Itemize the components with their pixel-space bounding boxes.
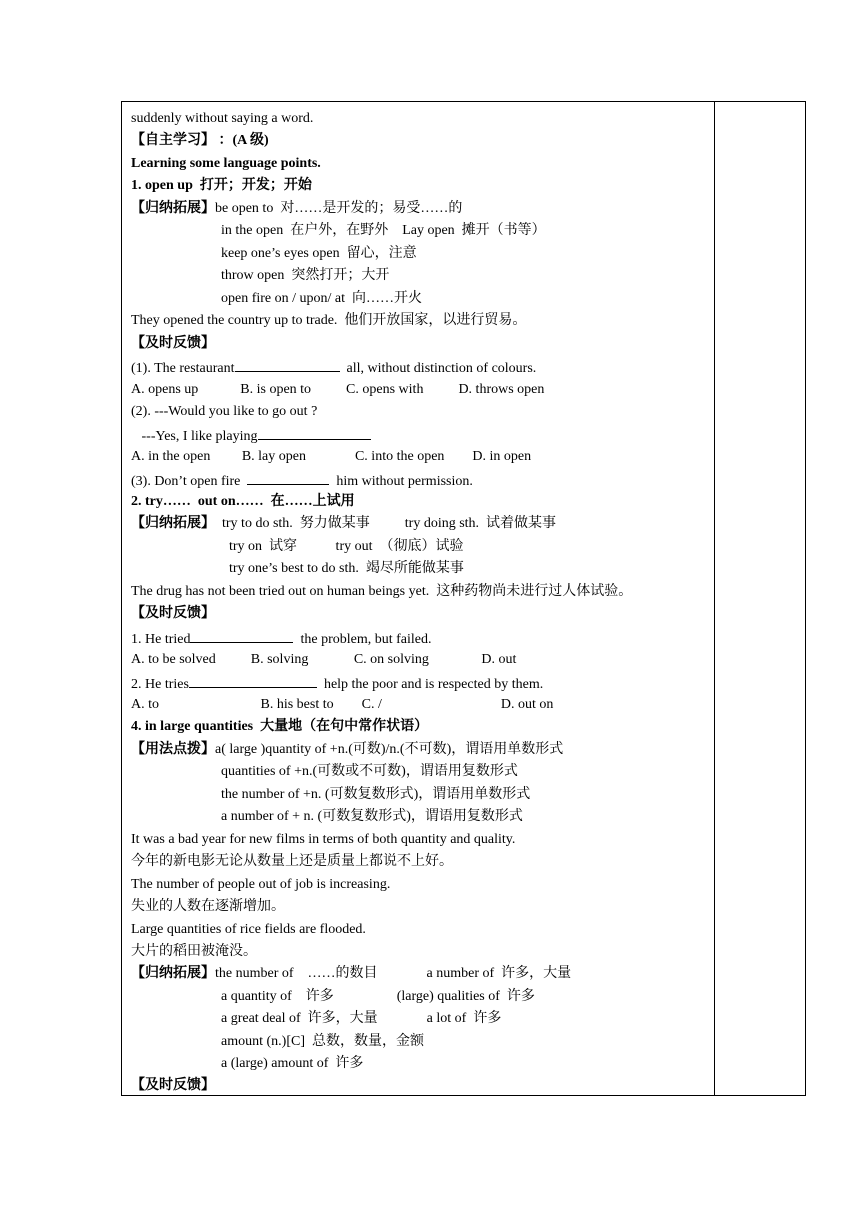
question-text: (1). The restaurant [131, 361, 235, 376]
text-line: a great deal of 许多，大量 a lot of 许多 [221, 1011, 502, 1026]
options-line: A. opens up B. is open to C. opens with D. throws open [131, 382, 545, 397]
text-line [131, 965, 571, 983]
options-line: A. to be solved B. solving C. on solving D. out [131, 652, 517, 667]
column-divider [714, 101, 715, 1096]
label: 【归纳拓展】 [131, 966, 215, 981]
text-line: open fire on / upon/ at 向……开火 [221, 291, 423, 306]
text-line: suddenly without saying a word. [131, 111, 314, 126]
question-text: ---Yes, I like playing [131, 429, 258, 444]
example-sentence: The drug has not been tried out on human beings yet. 这种药物尚未进行过人体试验。 [131, 584, 633, 599]
text-line: try on 试穿 try out （彻底）试验 [229, 539, 464, 554]
topic-heading: 2. try…… out on…… 在……上试用 [131, 494, 355, 509]
question-line [131, 471, 473, 491]
label-text: try to do sth. 努力做某事 try doing sth. 试着做某事 [215, 516, 557, 531]
text-line: in the open 在户外，在野外 Lay open 摊开（书等） [221, 223, 546, 238]
text-line: a quantity of 许多 (large) qualities of 许多 [221, 989, 535, 1004]
label: 【用法点拨】 [131, 742, 215, 757]
label-text: the number of ……的数目 a number of 许多，大量 [215, 966, 572, 981]
question-text: 2. He tries [131, 677, 189, 692]
text-line [131, 200, 462, 218]
answer-blank [258, 426, 371, 440]
options-line: A. to B. his best to C. / D. out on [131, 697, 554, 712]
question-text: (3). Don’t open fire [131, 474, 248, 489]
options-line: A. in the open B. lay open C. into the open D. in open [131, 449, 532, 464]
text-line [131, 515, 556, 533]
question-line [131, 674, 543, 694]
text-line: the number of +n. (可数复数形式)，谓语用单数形式 [221, 787, 531, 802]
text-line: try one’s best to do sth. 竭尽所能做某事 [229, 561, 464, 576]
label: 【归纳拓展】 [131, 201, 215, 216]
text-line: a number of + n. (可数复数形式)，谓语用复数形式 [221, 809, 523, 824]
example-sentence: Large quantities of rice fields are flooded. [131, 922, 366, 937]
text-line: a (large) amount of 许多 [221, 1056, 364, 1071]
topic-heading: 1. open up 打开；开发；开始 [131, 178, 312, 193]
section-heading: 【自主学习】 ：(A 级) [131, 133, 269, 148]
question-line: (2). ---Would you like to go out ? [131, 404, 318, 419]
label-text: a( large )quantity of +n.(可数)/n.(不可数)，谓语用单数形式 [215, 742, 564, 757]
example-sentence: It was a bad year for new films in terms of both quantity and quality. [131, 832, 516, 847]
answer-blank [189, 674, 317, 688]
text-line: throw open 突然打开；大开 [221, 268, 390, 283]
example-sentence: They opened the country up to trade. 他们开放国家，以进行贸易。 [131, 313, 527, 328]
text-line: amount (n.)[C] 总数，数量，金额 [221, 1034, 424, 1049]
example-translation: 大片的稻田被淹没。 [131, 944, 257, 959]
example-sentence: The number of people out of job is increasing. [131, 877, 391, 892]
question-text: help the poor and is respected by them. [316, 677, 544, 692]
example-translation: 今年的新电影无论从数量上还是质量上都说不上好。 [131, 854, 453, 869]
question-text: 1. He tried [131, 632, 191, 647]
example-translation: 失业的人数在逐渐增加。 [131, 899, 285, 914]
topic-heading: 4. in large quantities 大量地（在句中常作状语） [131, 719, 429, 734]
question-text: the problem, but failed. [293, 632, 432, 647]
text-line: keep one’s eyes open 留心，注意 [221, 246, 417, 261]
question-text: him without permission. [329, 474, 473, 489]
question-line [131, 358, 536, 378]
label: 【归纳拓展】 [131, 516, 215, 531]
text-line: quantities of +n.(可数或不可数)，谓语用复数形式 [221, 764, 518, 779]
label-text: be open to 对……是开发的；易受……的 [215, 201, 463, 216]
answer-blank [235, 358, 340, 372]
question-line [131, 426, 371, 446]
section-heading: Learning some language points. [131, 156, 321, 171]
question-line [131, 629, 432, 649]
section-heading: 【及时反馈】 [131, 336, 215, 351]
text-line [131, 741, 563, 759]
section-heading: 【及时反馈】 [131, 606, 215, 621]
question-text: all, without distinction of colours. [339, 361, 537, 376]
answer-blank [190, 629, 293, 643]
answer-blank [247, 471, 329, 485]
section-heading: 【及时反馈】 [131, 1078, 215, 1093]
